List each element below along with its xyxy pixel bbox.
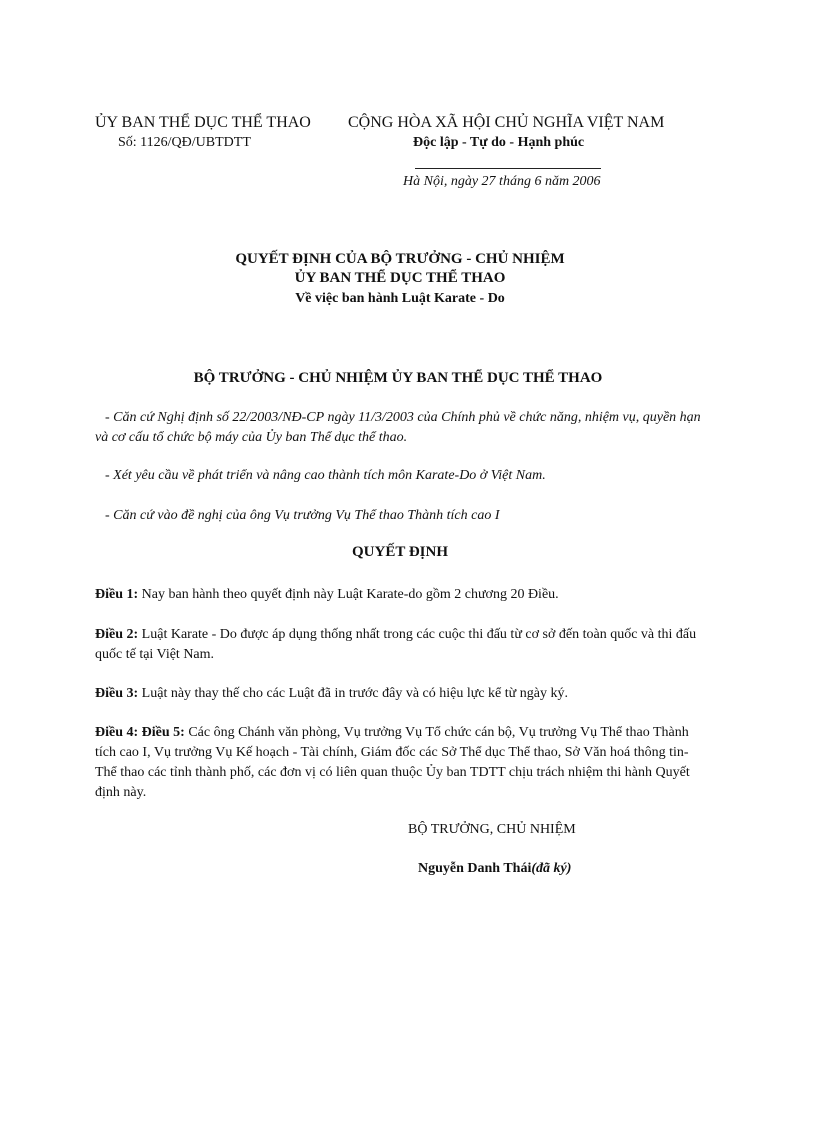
article-label: Điều 1: <box>95 587 139 602</box>
signer-name: Nguyễn Danh Thái <box>418 861 532 876</box>
signed-note: (đã ký) <box>531 861 572 876</box>
decision-heading: QUYẾT ĐỊNH <box>352 544 448 560</box>
title-subject: Về việc ban hành Luật Karate - Do <box>295 291 505 306</box>
title-line-2: ỦY BAN THỂ DỤC THỂ THAO <box>294 270 506 286</box>
ground-item: - Xét yêu cầu về phát triển và nâng cao thành tích môn Karate-Do ở Việt Nam. <box>105 468 546 483</box>
signer-title: BỘ TRƯỞNG, CHỦ NHIỆM <box>408 822 576 837</box>
article-text: Luật này thay thế cho các Luật đã in trước đây và có hiệu lực kể từ ngày ký. <box>138 686 568 701</box>
article-label: Điều 4: Điều 5: <box>95 725 185 740</box>
ground-item: - Căn cứ Nghị định số 22/2003/NĐ-CP ngày 11/3/2003 của Chính phủ về chức năng, nhiệm vụ, quyền hạn và cơ cấu tổ chức bộ máy của Ủy ban Thể dục thể thao. <box>95 410 701 445</box>
article <box>95 723 705 803</box>
article-text: Các ông Chánh văn phòng, Vụ trưởng Vụ Tổ chức cán bộ, Vụ trưởng Vụ Thể thao Thành tích cao I, Vụ trưởng Vụ Kế hoạch - Tài chính, Giám đốc các Sở Thể dục Thể thao, Sở Văn hoá thông tin- Thể thao các tỉnh thành phố, các đơn vị có liên quan thuộc Ủy ban TDTT chịu trách nhiệm thi hành Quyết định này. <box>95 725 690 800</box>
article <box>95 585 705 605</box>
republic-name: CỘNG HÒA XÃ HỘI CHỦ NGHĨA VIỆT NAM <box>348 114 665 131</box>
article-label: Điều 3: <box>95 686 139 701</box>
ground-item: - Căn cứ vào đề nghị của ông Vụ trưởng Vụ Thể thao Thành tích cao I <box>105 508 500 523</box>
article-label: Điều 2: <box>95 627 139 642</box>
national-motto: Độc lập - Tự do - Hạnh phúc <box>413 135 585 150</box>
agency-name: ỦY BAN THỂ DỤC THỂ THAO <box>95 114 311 131</box>
article <box>95 684 705 704</box>
article-text: Luật Karate - Do được áp dụng thống nhất trong các cuộc thi đấu từ cơ sở đến toàn quốc và thi đấu quốc tế tại Việt Nam. <box>95 627 697 662</box>
document-number: Số: 1126/QĐ/UBTDTT <box>118 135 251 150</box>
issuing-authority: BỘ TRƯỞNG - CHỦ NHIỆM ỦY BAN THỂ DỤC THỂ THAO <box>193 370 603 386</box>
article <box>95 625 705 665</box>
signer <box>418 861 571 877</box>
place-date: Hà Nội, ngày 27 tháng 6 năm 2006 <box>403 174 601 189</box>
article-text: Nay ban hành theo quyết định này Luật Karate-do gồm 2 chương 20 Điều. <box>138 587 559 602</box>
title-line-1: QUYẾT ĐỊNH CỦA BỘ TRƯỞNG - CHỦ NHIỆM <box>235 251 565 267</box>
motto-underline <box>415 168 601 169</box>
